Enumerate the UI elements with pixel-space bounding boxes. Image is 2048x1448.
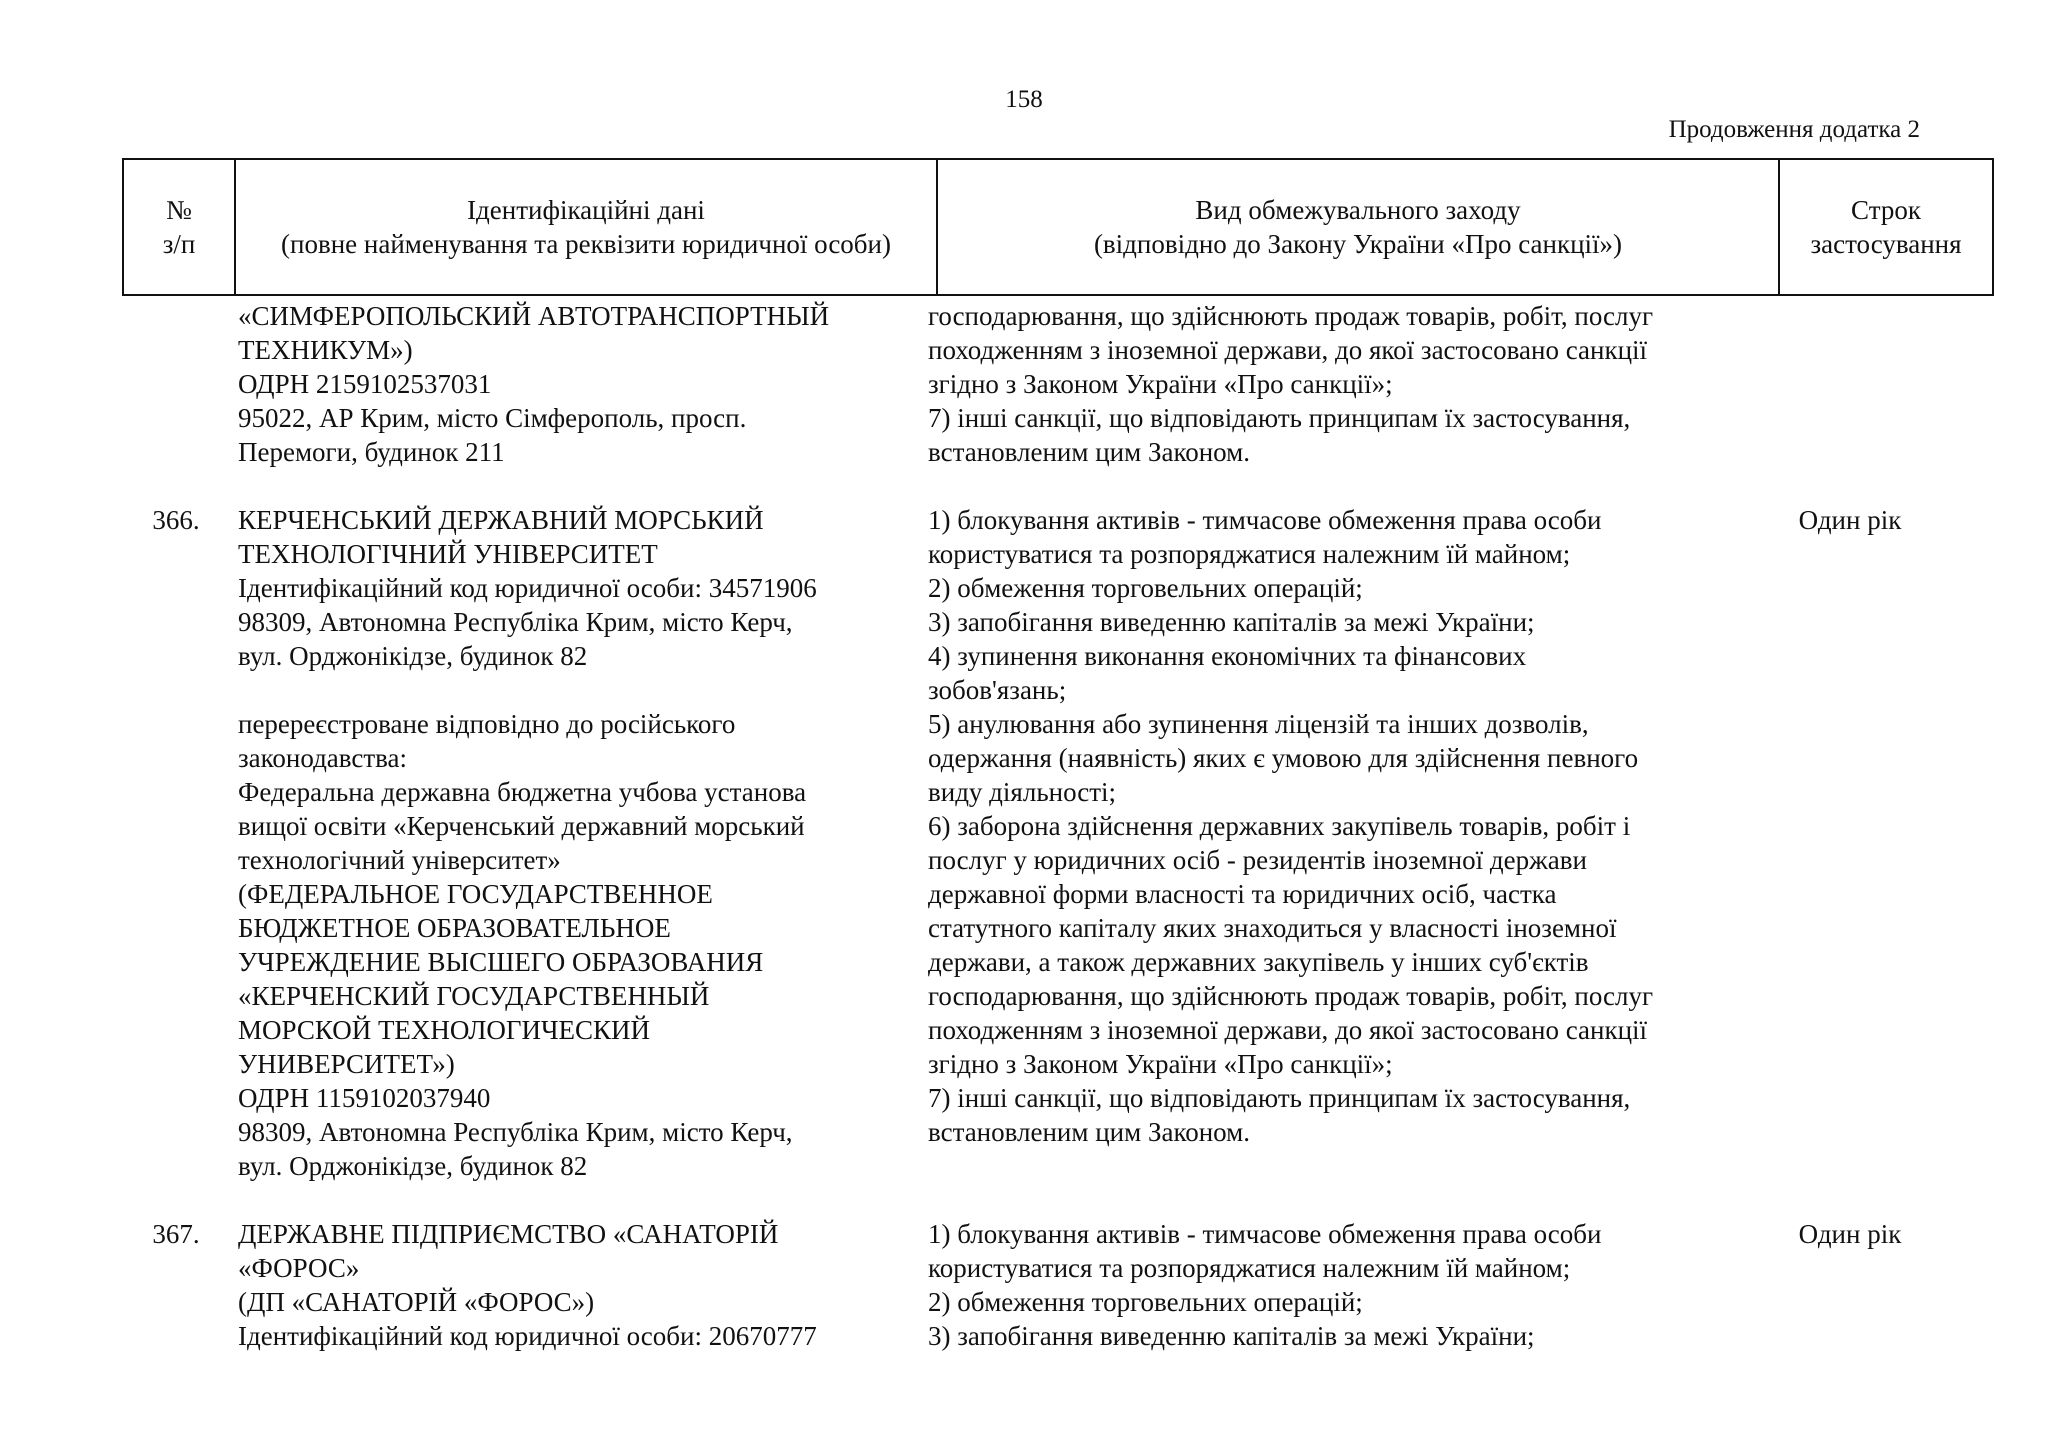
paragraph-gap [238,673,912,707]
measure-line: встановленим цим Законом. [928,1117,1250,1147]
ident-line: ОДРН 2159102537031 [238,369,492,399]
ident-line: БЮДЖЕТНОЕ ОБРАЗОВАТЕЛЬНОЕ [238,913,671,943]
measure-line: виду діяльності; [928,777,1117,807]
measure-line: 6) заборона здійснення державних закупівель товарів, робіт і [928,811,1631,841]
ident-line: вул. Орджонікідзе, будинок 82 [238,1151,588,1181]
table-row [122,299,1952,469]
row-term: Один рік [1798,1219,1902,1249]
measure-line: 1) блокування активів - тимчасове обмеження права особи [928,505,1602,535]
ident-line: 98309, Автономна Республіка Крим, місто Керч, [238,1117,793,1147]
header-line: (повне найменування та реквізити юридичної особи) [281,229,891,259]
header-line: Строк [1851,195,1921,225]
ident-line: ДЕРЖАВНЕ ПІДПРИЄМСТВО «САНАТОРІЙ [238,1219,779,1249]
row-term [1748,299,1952,469]
measure-line: 3) запобігання виведенню капіталів за межі України; [928,1321,1535,1351]
header-line: Ідентифікаційні дані [467,195,705,225]
row-term: Один рік [1798,505,1902,535]
row-number: 367. [152,1219,200,1249]
measure-line: 2) обмеження торговельних операцій; [928,573,1363,603]
page-number: 158 [1005,86,1043,113]
ident-line: «ФОРОС» [238,1253,360,1283]
ident-line: «СИМФЕРОПОЛЬСКИЙ АВТОТРАНСПОРТНЫЙ [238,301,830,331]
header-cell-term [1779,159,1993,295]
measure-line: згідно з Законом України «Про санкції»; [928,369,1393,399]
ident-line: вищої освіти «Керченський державний морський [238,811,805,841]
measure-line: 3) запобігання виведенню капіталів за межі України; [928,607,1535,637]
ident-line: перереєстроване відповідно до російського [238,709,736,739]
measure-line: 7) інші санкції, що відповідають принципам їх застосування, [928,403,1631,433]
header-cell-number [123,159,235,295]
measure-line: держави, а також державних закупівель у інших суб'єктів [928,947,1589,977]
header-line: (відповідно до Закону України «Про санкції») [1093,229,1623,259]
measure-line: господарювання, що здійснюють продаж товарів, робіт, послуг [928,981,1654,1011]
ident-line: (ФЕДЕРАЛЬНОЕ ГОСУДАРСТВЕННОЕ [238,879,713,909]
measure-line: 1) блокування активів - тимчасове обмеження права особи [928,1219,1602,1249]
row-identification [224,503,916,1183]
ident-line: УНИВЕРСИТЕТ») [238,1049,455,1079]
header-line: застосування [1810,229,1962,259]
ident-line: КЕРЧЕНСЬКИЙ ДЕРЖАВНИЙ МОРСЬКИЙ [238,505,764,535]
ident-line: МОРСКОЙ ТЕХНОЛОГИЧЕСКИЙ [238,1015,651,1045]
measure-line: користуватися та розпоряджатися належним їй майном; [928,1253,1571,1283]
row-measures [916,299,1748,469]
row-measures [916,503,1748,1183]
measure-line: державної форми власності та юридичних осіб, частка [928,879,1557,909]
ident-line: Ідентифікаційний код юридичної особи: 20670777 [238,1321,817,1351]
measure-line: користуватися та розпоряджатися належним їй майном; [928,539,1571,569]
ident-line: ОДРН 1159102037940 [238,1083,491,1113]
table-header [122,158,1994,296]
ident-line: 98309, Автономна Республіка Крим, місто Керч, [238,607,793,637]
header-line: № [166,195,192,225]
measure-line: статутного капіталу яких знаходиться у власності іноземної [928,913,1617,943]
measure-line: згідно з Законом України «Про санкції»; [928,1049,1393,1079]
ident-line: (ДП «САНАТОРІЙ «ФОРОС») [238,1287,595,1317]
table-body [122,299,1952,1353]
continuation-label: Продовження додатка 2 [1668,116,1920,143]
measure-line: 5) анулювання або зупинення ліцензій та інших дозволів, [928,709,1589,739]
ident-line: Ідентифікаційний код юридичної особи: 34571906 [238,573,817,603]
row-measures [916,1217,1748,1353]
ident-line: «КЕРЧЕНСКИЙ ГОСУДАРСТВЕННЫЙ [238,981,710,1011]
measure-line: зобов'язань; [928,675,1067,705]
table-row [122,503,1952,1183]
measure-line: 4) зупинення виконання економічних та фінансових [928,641,1527,671]
measure-line: походженням з іноземної держави, до якої застосовано санкції [928,1015,1648,1045]
ident-line: 95022, АР Крим, місто Сімферополь, просп. [238,403,747,433]
header-line: з/п [162,229,196,259]
measure-line: встановленим цим Законом. [928,437,1250,467]
row-number: 366. [152,505,200,535]
ident-line: технологічний університет» [238,845,561,875]
header-cell-measure [937,159,1779,295]
ident-line: вул. Орджонікідзе, будинок 82 [238,641,588,671]
measure-line: господарювання, що здійснюють продаж товарів, робіт, послуг [928,301,1654,331]
ident-line: Перемоги, будинок 211 [238,437,505,467]
ident-line: ТЕХНИКУМ») [238,335,413,365]
measure-line: походженням з іноземної держави, до якої застосовано санкції [928,335,1648,365]
measure-line: послуг у юридичних осіб - резидентів іноземної держави [928,845,1587,875]
measure-line: одержання (наявність) яких є умовою для здійснення певного [928,743,1639,773]
ident-line: УЧРЕЖДЕНИЕ ВЫСШЕГО ОБРАЗОВАНИЯ [238,947,764,977]
row-number [122,299,224,469]
measure-line: 7) інші санкції, що відповідають принципам їх застосування, [928,1083,1631,1113]
header-line: Вид обмежувального заходу [1195,195,1521,225]
header-cell-identification [235,159,937,295]
ident-line: законодавства: [238,743,408,773]
ident-line: ТЕХНОЛОГІЧНИЙ УНІВЕРСИТЕТ [238,539,658,569]
ident-line: Федеральна державна бюджетна учбова установа [238,777,807,807]
table-row [122,1217,1952,1353]
row-identification [224,299,916,469]
row-identification [224,1217,916,1353]
measure-line: 2) обмеження торговельних операцій; [928,1287,1363,1317]
